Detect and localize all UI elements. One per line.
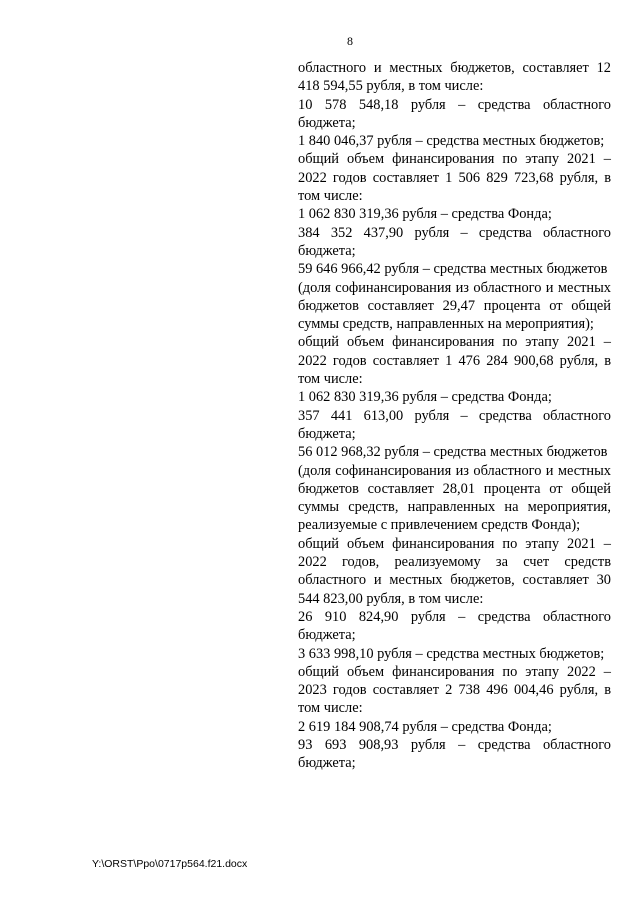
paragraph: (доля софинансирования из областного и местных бюджетов составляет 29,47 процента от общей суммы средств, направленных на мероприятия); (298, 279, 611, 333)
paragraph: областного и местных бюджетов, составляет 12 418 594,55 рубля, в том числе: (298, 60, 611, 95)
paragraph: общий объем финансирования по этапу 2022 – 2023 годов составляет 2 738 496 004,46 рубля, в том числе: (298, 663, 611, 717)
page-number: 8 (347, 34, 353, 48)
paragraph: 1 840 046,37 рубля – средства местных бюджетов; (298, 133, 605, 150)
document-body (298, 59, 611, 773)
paragraph: 1 062 830 319,36 рубля – средства Фонда; (298, 206, 552, 223)
paragraph: 26 910 824,90 рубля – средства областного бюджета; (298, 608, 611, 644)
paragraph: общий объем финансирования по этапу 2021 – 2022 годов, реализуемому за счет средств областного и местных бюджетов, составляет 30 544 823,00 рубля, в том числе: (298, 535, 611, 607)
paragraph: 59 646 966,42 рубля – средства местных бюджетов (298, 261, 608, 278)
paragraph: 10 578 548,18 рубля – средства областного бюджета; (298, 96, 611, 131)
footer-file-path: Y:\ORST\Ppo\0717p564.f21.docx (92, 858, 248, 870)
paragraph: общий объем финансирования по этапу 2021 – 2022 годов составляет 1 476 284 900,68 рубля, в том числе: (298, 334, 611, 388)
paragraph: 2 619 184 908,74 рубля – средства Фонда; (298, 718, 552, 735)
paragraph: 384 352 437,90 рубля – средства областного бюджета; (298, 224, 611, 259)
paragraph: 357 441 613,00 рубля – средства областного бюджета; (298, 407, 611, 442)
paragraph: общий объем финансирования по этапу 2021 – 2022 годов составляет 1 506 829 723,68 рубля, в том числе: (298, 151, 611, 205)
paragraph: 56 012 968,32 рубля – средства местных бюджетов (298, 444, 608, 461)
paragraph: 1 062 830 319,36 рубля – средства Фонда; (298, 389, 552, 406)
paragraph: 93 693 908,93 рубля – средства областного бюджета; (298, 736, 611, 772)
paragraph: (доля софинансирования из областного и местных бюджетов составляет 28,01 процента от общей суммы средств, направленных на мероприятия, реализуемые с привлечением средств Фонда); (298, 462, 611, 534)
paragraph: 3 633 998,10 рубля – средства местных бюджетов; (298, 645, 605, 662)
